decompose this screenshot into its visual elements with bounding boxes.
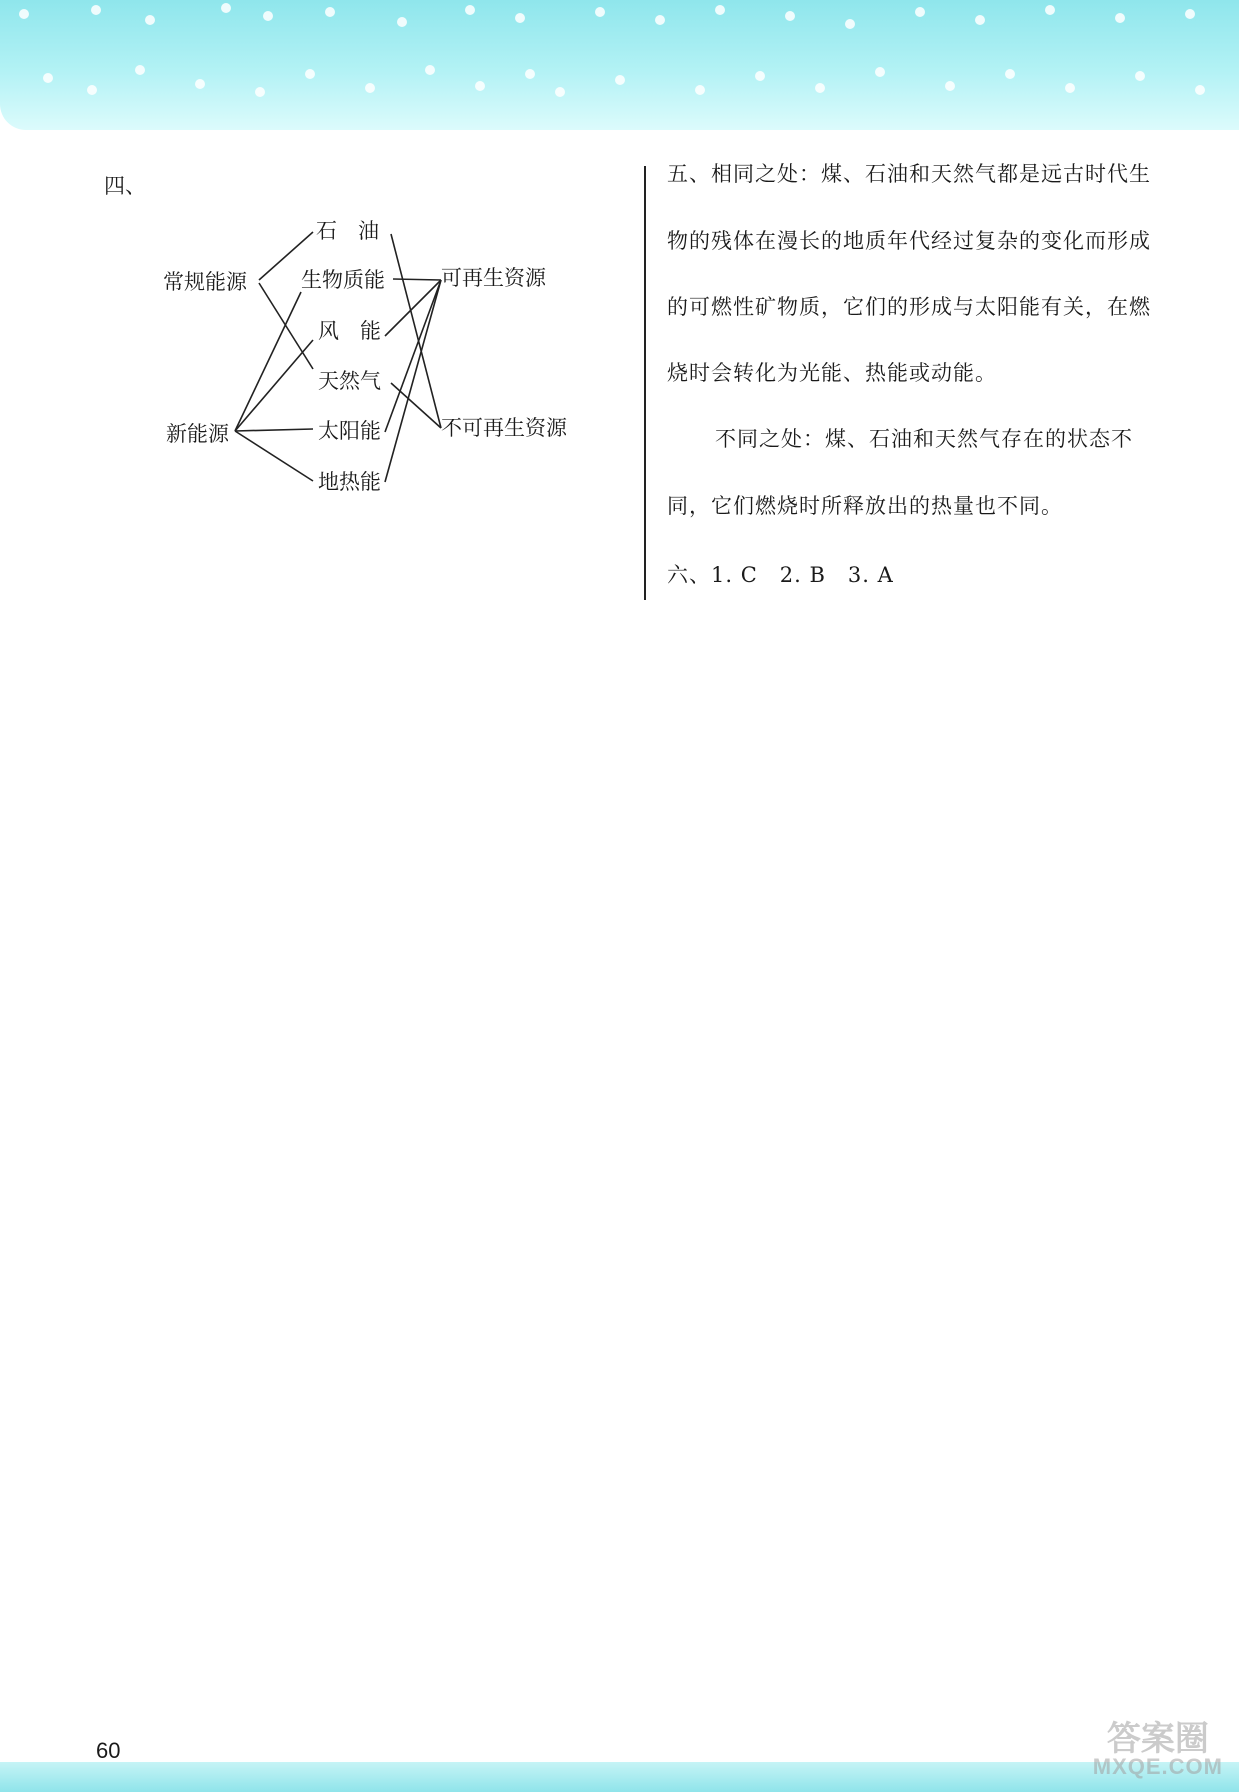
line-new-wind — [235, 340, 313, 431]
item-biomass: 生物质能 — [301, 268, 385, 292]
item-solar: 太阳能 — [318, 419, 381, 443]
item-natural-gas: 天然气 — [318, 369, 381, 393]
section-5-line-1: 五、相同之处：煤、石油和天然气都是远古时代生 — [667, 162, 1151, 186]
section-5-line-6: 同，它们燃烧时所释放出的热量也不同。 — [667, 494, 1063, 518]
item-geothermal: 地热能 — [318, 470, 381, 494]
section-5-line-2: 物的残体在漫长的地质年代经过复杂的变化而形成 — [667, 229, 1151, 253]
watermark-sub: MXQE.COM — [1092, 1754, 1223, 1779]
site-watermark — [1093, 1722, 1223, 1778]
line-new-biomass — [235, 292, 301, 431]
section-4-label: 四、 — [104, 174, 146, 198]
line-nonrenewable-oil — [391, 234, 441, 428]
bottom-decorative-band — [0, 1762, 1239, 1792]
line-nonrenewable-gas — [391, 383, 441, 428]
group-renewable: 可再生资源 — [441, 266, 546, 290]
group-nonrenewable: 不可再生资源 — [441, 416, 567, 440]
line-renewable-geothermal — [385, 280, 441, 482]
section-5-line-5: 不同之处：煤、石油和天然气存在的状态不 — [715, 427, 1133, 451]
line-renewable-biomass — [393, 279, 441, 280]
group-conventional-energy: 常规能源 — [163, 270, 247, 294]
page-number: 60 — [96, 1738, 121, 1763]
section-6-answers: 六、1. C 2. B 3. A — [667, 563, 894, 587]
item-oil: 石 油 — [316, 219, 379, 243]
line-new-geothermal — [235, 431, 313, 481]
item-wind: 风 能 — [318, 319, 381, 343]
line-renewable-solar — [385, 280, 441, 432]
watermark-main: 答案圈 — [1106, 1720, 1209, 1758]
line-conventional-gas — [259, 283, 313, 369]
group-new-energy: 新能源 — [166, 422, 229, 446]
column-divider — [644, 166, 646, 600]
line-new-solar — [235, 429, 313, 431]
section-5-line-4: 烧时会转化为光能、热能或动能。 — [667, 361, 997, 385]
section-5-line-3: 的可燃性矿物质，它们的形成与太阳能有关，在燃 — [667, 295, 1151, 319]
line-conventional-oil — [259, 232, 313, 280]
